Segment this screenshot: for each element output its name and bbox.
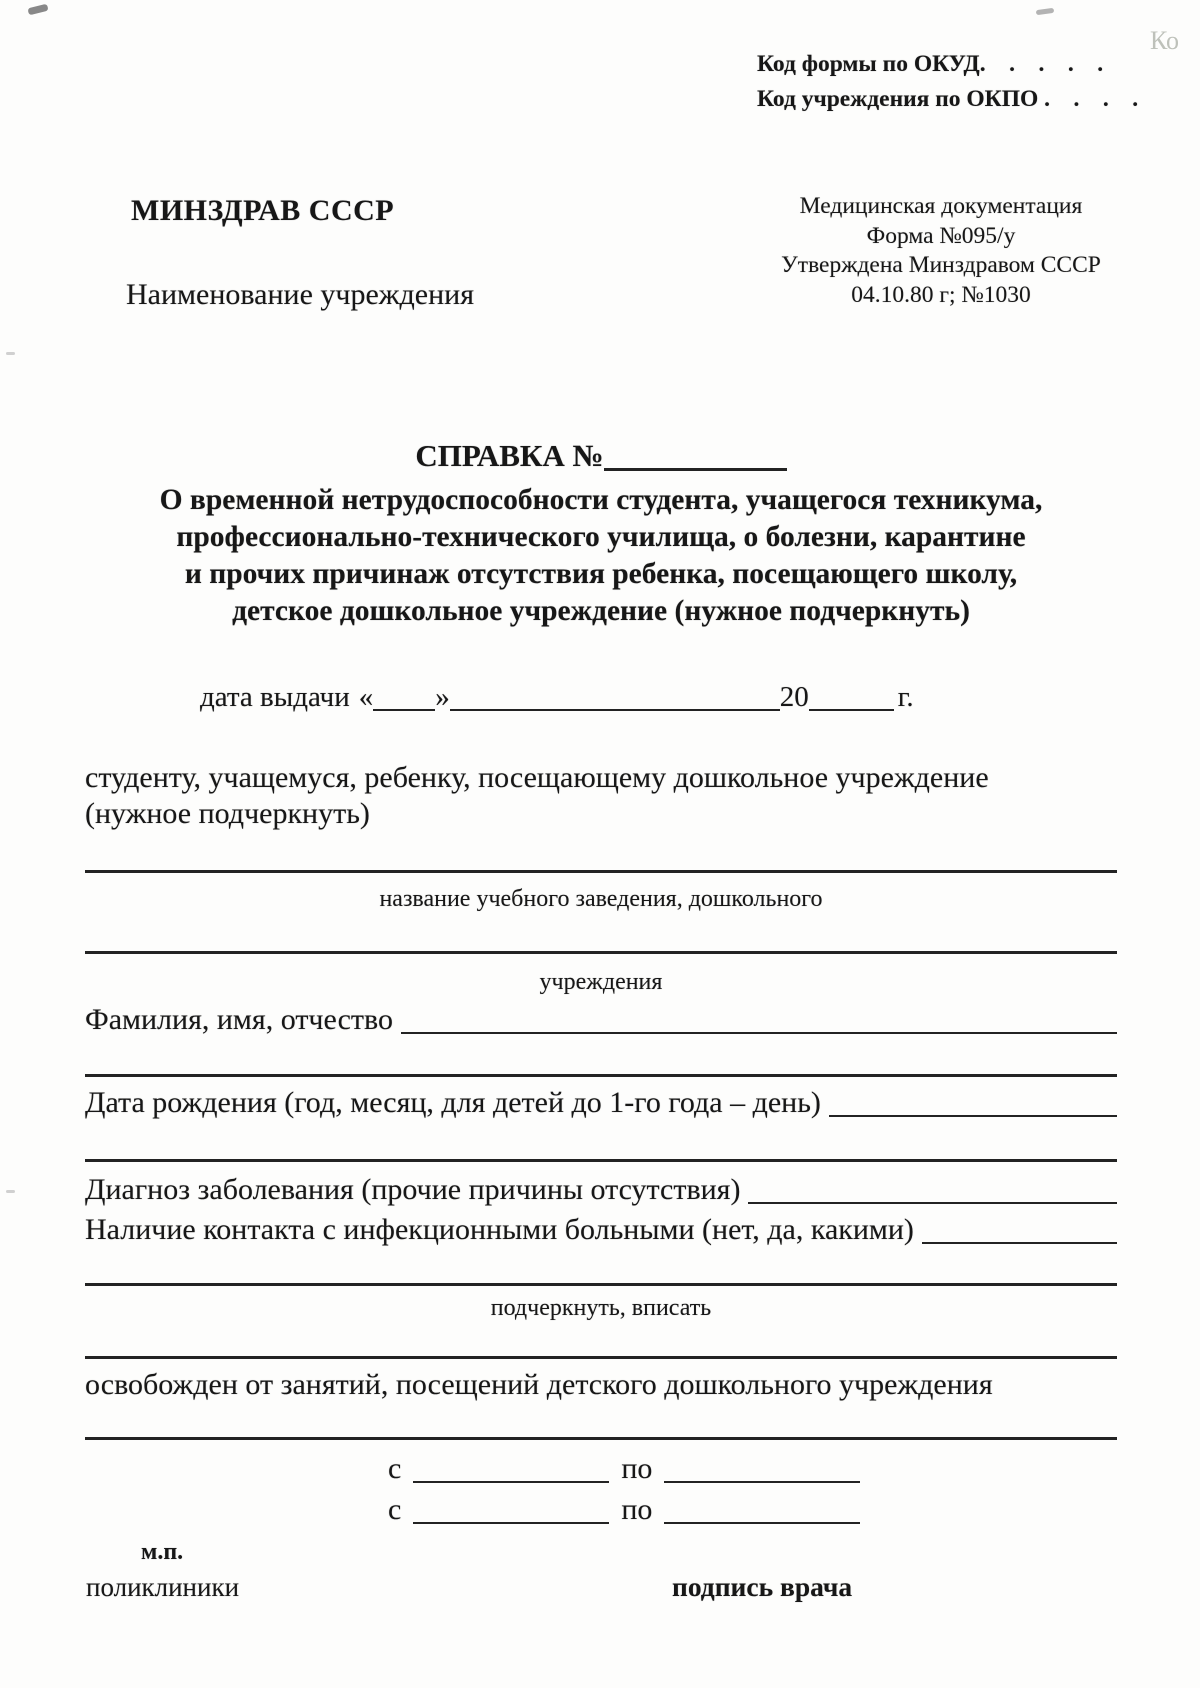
issue-day-blank bbox=[373, 709, 435, 711]
subtitle-line: О временной нетрудоспособности студента, учащегося техникума, bbox=[159, 484, 1043, 516]
period-from-blank bbox=[413, 1481, 609, 1483]
corner-bleed-text: Ко bbox=[1150, 26, 1180, 55]
subtitle-line: детское дошкольное учреждение (нужное подчеркнуть) bbox=[232, 595, 970, 627]
contact-blank bbox=[922, 1242, 1117, 1244]
scan-artifact bbox=[6, 1190, 15, 1193]
school-name-caption-cont: учреждения bbox=[539, 969, 663, 995]
certificate-number-blank bbox=[604, 468, 787, 471]
period-from-blank bbox=[413, 1522, 609, 1524]
okud-okpo-codes bbox=[757, 47, 1138, 117]
form-subtitle bbox=[85, 482, 1117, 630]
doc-meta-line: 04.10.80 г; №1030 bbox=[851, 281, 1031, 308]
issue-month-blank bbox=[450, 709, 780, 711]
okpo-code-line: Код учреждения по ОКПО . . . . bbox=[757, 86, 1139, 112]
ministry-name: МИНЗДРАВ СССР bbox=[131, 194, 395, 227]
year-prefix: 20 bbox=[779, 681, 809, 713]
birth-date-field-row bbox=[85, 1086, 1117, 1120]
issue-date-line bbox=[200, 681, 914, 714]
doc-meta-block bbox=[765, 192, 1117, 310]
diagnosis-blank bbox=[748, 1202, 1117, 1204]
period-to-label: по bbox=[621, 1493, 653, 1526]
doctor-signature-label: подпись врача bbox=[672, 1571, 853, 1602]
write-in-line bbox=[85, 1074, 1117, 1077]
period-from-label: с bbox=[388, 1493, 402, 1526]
okud-code-line: Код формы по ОКУД. . . . . bbox=[757, 51, 1104, 77]
recipient-underline-note: (нужное подчеркнуть) bbox=[85, 797, 370, 830]
period-to-blank bbox=[664, 1522, 860, 1524]
doc-meta-line: Утверждена Минздравом СССР bbox=[781, 252, 1101, 278]
issue-year-blank bbox=[809, 709, 894, 711]
write-in-line bbox=[85, 1356, 1117, 1359]
school-name-caption: название учебного заведения, дошкольного bbox=[379, 886, 823, 912]
period-to-blank bbox=[664, 1481, 860, 1483]
scan-artifact bbox=[27, 4, 48, 16]
institution-name-label: Наименование учреждения bbox=[126, 278, 475, 311]
fio-blank bbox=[401, 1032, 1117, 1034]
recipient-line: студенту, учащемуся, ребенку, посещающему дошкольное учреждение bbox=[85, 761, 989, 794]
write-in-line bbox=[85, 1283, 1117, 1286]
doc-meta-line: Форма №095/у bbox=[866, 222, 1016, 249]
write-in-line bbox=[85, 951, 1117, 954]
period-from-label: с bbox=[388, 1452, 402, 1485]
period-row bbox=[388, 1452, 860, 1486]
issue-date-label: дата выдачи bbox=[200, 681, 350, 713]
underline-note-caption: подчеркнуть, вписать bbox=[490, 1295, 712, 1321]
fio-label: Фамилия, имя, отчество bbox=[85, 1003, 393, 1036]
title-block bbox=[85, 438, 1117, 630]
birth-date-blank bbox=[829, 1115, 1117, 1117]
fio-field-row bbox=[85, 1003, 1117, 1037]
diagnosis-field-row bbox=[85, 1173, 1117, 1207]
contact-label: Наличие контакта с инфекционными больными (нет, да, какими) bbox=[85, 1213, 914, 1246]
period-row bbox=[388, 1493, 860, 1527]
write-in-line bbox=[85, 870, 1117, 873]
doc-meta-line: Медицинская документация bbox=[799, 193, 1083, 219]
close-quote: » bbox=[435, 681, 450, 713]
subtitle-line: профессионально-технического училища, о болезни, карантине bbox=[176, 521, 1026, 553]
scan-artifact bbox=[1036, 8, 1055, 15]
scan-artifact bbox=[6, 352, 15, 355]
stamp-abbr-label: м.п. bbox=[141, 1539, 184, 1565]
write-in-line bbox=[85, 1437, 1117, 1440]
contact-field-row bbox=[85, 1213, 1117, 1247]
open-quote: « bbox=[358, 681, 374, 713]
released-label: освобожден от занятий, посещений детского дошкольного учреждения bbox=[85, 1368, 993, 1401]
subtitle-line: и прочих причинаж отсутствия ребенка, посещающего школу, bbox=[184, 558, 1018, 590]
birth-date-label: Дата рождения (год, месяц, для детей до 1-го года – день) bbox=[85, 1086, 821, 1119]
form-title: СПРАВКА № bbox=[415, 438, 604, 473]
year-suffix: г. bbox=[897, 681, 914, 713]
stamp-owner-label: поликлиники bbox=[86, 1572, 240, 1602]
write-in-line bbox=[85, 1159, 1117, 1162]
diagnosis-label: Диагноз заболевания (прочие причины отсутствия) bbox=[85, 1173, 741, 1206]
period-to-label: по bbox=[621, 1452, 653, 1485]
